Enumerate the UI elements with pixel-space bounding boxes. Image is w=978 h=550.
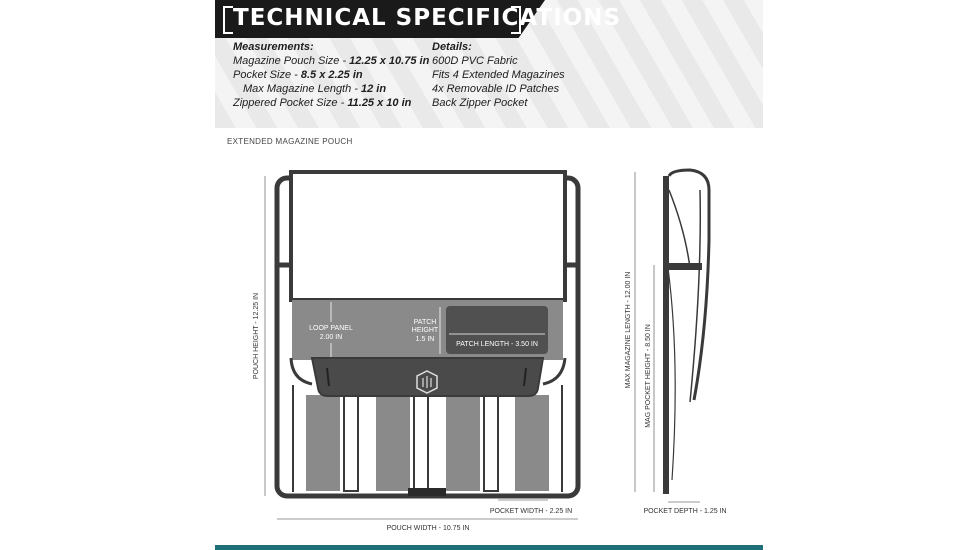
pouch-height-label: POUCH HEIGHT - 12.25 IN	[253, 292, 260, 380]
side-strap	[668, 263, 702, 270]
patch-length-label: PATCH LENGTH - 3.50 IN	[456, 341, 538, 348]
pocket-depth-label: POCKET DEPTH - 1.25 IN	[643, 508, 727, 515]
bottom-accent-bar	[215, 545, 763, 550]
pouch-width-label: POUCH WIDTH - 10.75 IN	[386, 525, 470, 532]
mag-pocket	[376, 395, 410, 491]
detail-item: 600D PVC Fabric	[432, 55, 518, 67]
pocket-width-label: POCKET WIDTH - 2.25 IN	[489, 508, 573, 515]
zipper-pull	[408, 488, 446, 496]
diagram-subtitle: EXTENDED MAGAZINE POUCH	[227, 137, 353, 146]
detail-item: 4x Removable ID Patches	[432, 83, 560, 95]
max-mag-length-label: MAX MAGAZINE LENGTH - 12.00 IN	[625, 271, 632, 389]
patch-height-label-2: HEIGHT	[411, 327, 439, 334]
page-title: TECHNICAL SPECIFICATIONS	[233, 5, 622, 31]
patch-height-label-1: PATCH	[413, 319, 437, 326]
mag-pocket	[446, 395, 480, 491]
mag-pocket	[306, 395, 340, 491]
measurement-item: Magazine Pouch Size - 12.25 x 10.75 in	[233, 55, 430, 67]
magazine-pockets	[293, 385, 562, 492]
measurement-item: Max Magazine Length - 12 in	[243, 83, 387, 95]
detail-item: Fits 4 Extended Magazines	[432, 69, 565, 81]
pouch-top-panel	[291, 172, 565, 300]
measurement-item: Zippered Pocket Size - 11.25 x 10 in	[233, 97, 412, 109]
details-heading: Details:	[432, 41, 472, 53]
measurements-heading: Measurements:	[233, 41, 314, 53]
loop-panel-value: 2.00 IN	[319, 334, 343, 341]
patch-height-value: 1.5 IN	[415, 336, 435, 343]
mag-pocket-height-label: MAG POCKET HEIGHT - 8.50 IN	[645, 324, 652, 428]
mag-pocket	[515, 395, 549, 491]
measurement-item: Pocket Size - 8.5 x 2.25 in	[233, 69, 363, 81]
loop-panel-label: LOOP PANEL	[309, 325, 353, 332]
detail-item: Back Zipper Pocket	[432, 97, 528, 109]
